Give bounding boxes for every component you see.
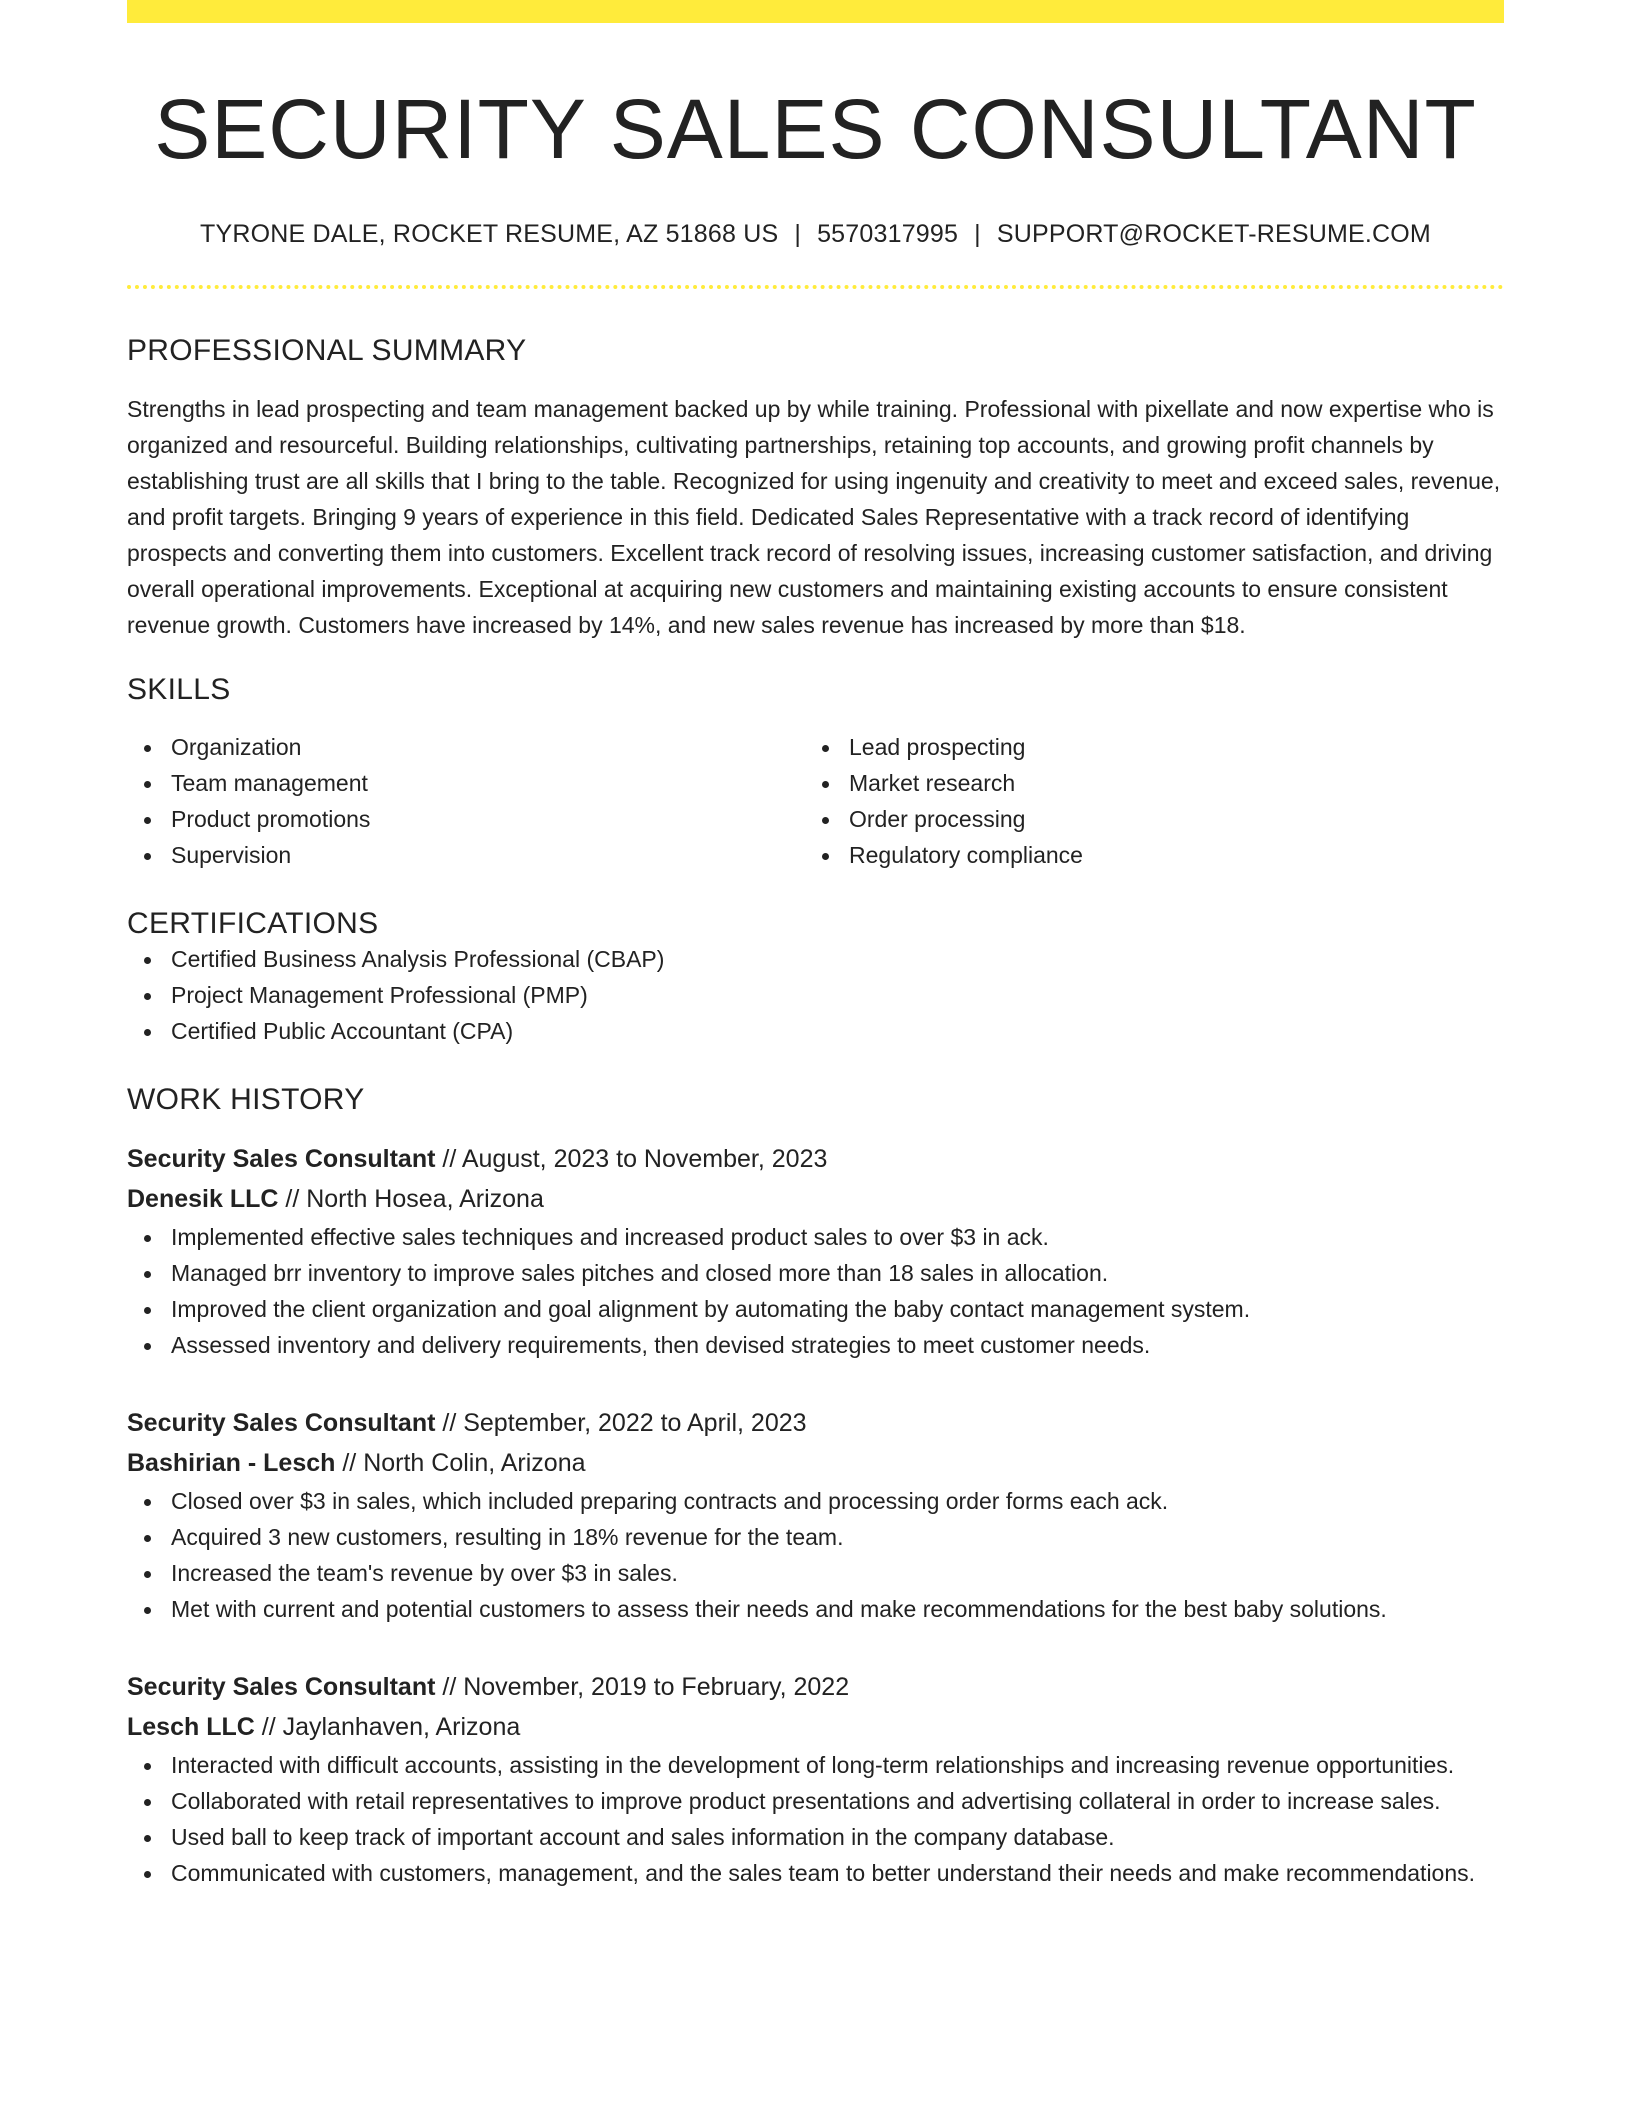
job-location: // Jaylanhaven, Arizona [261,1713,521,1742]
certifications-list [127,941,1504,1049]
job-bullet: Increased the team's revenue by over $3 in sales. [127,1555,1504,1591]
job-title-line [127,1139,1504,1179]
job-bullet: Met with current and potential customers to assess their needs and make recommendations for the best baby solutions. [127,1591,1504,1627]
job-title-line [127,1667,1504,1707]
job-company: Bashirian - Lesch [127,1449,336,1478]
job-company: Lesch LLC [127,1713,255,1742]
accent-bar [127,0,1504,23]
skills-section [127,673,1504,873]
job-role: Security Sales Consultant [127,1409,436,1438]
contact-separator: | [794,220,802,249]
job-dates: // November, 2019 to February, 2022 [442,1673,850,1702]
job-entry [127,1403,1504,1627]
certifications-heading: CERTIFICATIONS [127,907,379,941]
job-bullets [127,1483,1504,1627]
skills-list-left [127,729,805,873]
job-company-line [127,1443,1504,1483]
work-history-section [127,1083,1504,1891]
job-bullets [127,1219,1504,1363]
job-bullet: Interacted with difficult accounts, assisting in the development of long-term relationships and increasing revenue opportunities. [127,1747,1504,1783]
job-bullet: Assessed inventory and delivery requirements, then devised strategies to meet customer needs. [127,1327,1504,1363]
skill-item: Order processing [805,801,1483,837]
job-bullet: Improved the client organization and goal alignment by automating the baby contact management system. [127,1291,1504,1327]
skills-heading: SKILLS [127,673,231,707]
summary-heading: PROFESSIONAL SUMMARY [127,334,527,368]
contact-line [127,220,1504,249]
skills-list-right [805,729,1483,873]
contact-separator: | [974,220,981,249]
job-role: Security Sales Consultant [127,1673,436,1702]
job-bullet: Implemented effective sales techniques and increased product sales to over $3 in ack. [127,1219,1504,1255]
job-entry [127,1667,1504,1891]
certifications-section [127,907,1504,1049]
skill-item: Product promotions [127,801,805,837]
job-bullets [127,1747,1504,1891]
skill-item: Team management [127,765,805,801]
job-company-line [127,1179,1504,1219]
certification-item: Certified Business Analysis Professional (CBAP) [127,941,1504,977]
summary-section [127,334,1504,643]
job-company-line [127,1707,1504,1747]
job-company: Denesik LLC [127,1185,279,1214]
job-bullet: Collaborated with retail representatives to improve product presentations and advertising collateral in order to increase sales. [127,1783,1504,1819]
contact-address: TYRONE DALE, ROCKET RESUME, AZ 51868 US [200,220,779,249]
job-location: // North Hosea, Arizona [285,1185,544,1214]
skill-item: Regulatory compliance [805,837,1483,873]
job-bullet: Used ball to keep track of important account and sales information in the company database. [127,1819,1504,1855]
certification-item: Project Management Professional (PMP) [127,977,1504,1013]
dotted-divider [127,285,1504,289]
job-bullet: Managed brr inventory to improve sales pitches and closed more than 18 sales in allocation. [127,1255,1504,1291]
job-bullet: Acquired 3 new customers, resulting in 18% revenue for the team. [127,1519,1504,1555]
certification-item: Certified Public Accountant (CPA) [127,1013,1504,1049]
summary-text: Strengths in lead prospecting and team management backed up by while training. Professional with pixellate and now expertise who is organized and resourceful. Building relationships, cultivating partnerships, retaining top accounts, and growing profit channels by establishing trust are all skills that I bring to the table. Recognized for using ingenuity and creativity to meet and exceed sales, revenue, and profit targets. Bringing 9 years of experience in this field. Dedicated Sales Representative with a track record of identifying prospects and converting them into customers. Excellent track record of resolving issues, increasing customer satisfaction, and driving overall operational improvements. Exceptional at acquiring new customers and maintaining existing accounts to ensure consistent revenue growth. Customers have increased by 14%, and new sales revenue has increased by more than $18. [127,396,1501,639]
job-bullet: Closed over $3 in sales, which included preparing contracts and processing order forms each ack. [127,1483,1504,1519]
job-bullet: Communicated with customers, management, and the sales team to better understand their needs and make recommendations. [127,1855,1504,1891]
job-dates: // September, 2022 to April, 2023 [442,1409,807,1438]
skill-item: Market research [805,765,1483,801]
skill-item: Lead prospecting [805,729,1483,765]
job-location: // North Colin, Arizona [342,1449,586,1478]
resume-page [127,0,1504,1891]
job-title-line [127,1403,1504,1443]
work-history-heading: WORK HISTORY [127,1083,365,1117]
skill-item: Organization [127,729,805,765]
job-role: Security Sales Consultant [127,1145,436,1174]
contact-email: SUPPORT@ROCKET-RESUME.COM [996,220,1431,249]
job-dates: // August, 2023 to November, 2023 [442,1145,828,1174]
skill-item: Supervision [127,837,805,873]
contact-phone: 5570317995 [817,220,959,249]
skills-grid [127,729,1504,873]
resume-title: SECURITY SALES CONSULTANT [154,82,1477,176]
job-entry [127,1139,1504,1363]
